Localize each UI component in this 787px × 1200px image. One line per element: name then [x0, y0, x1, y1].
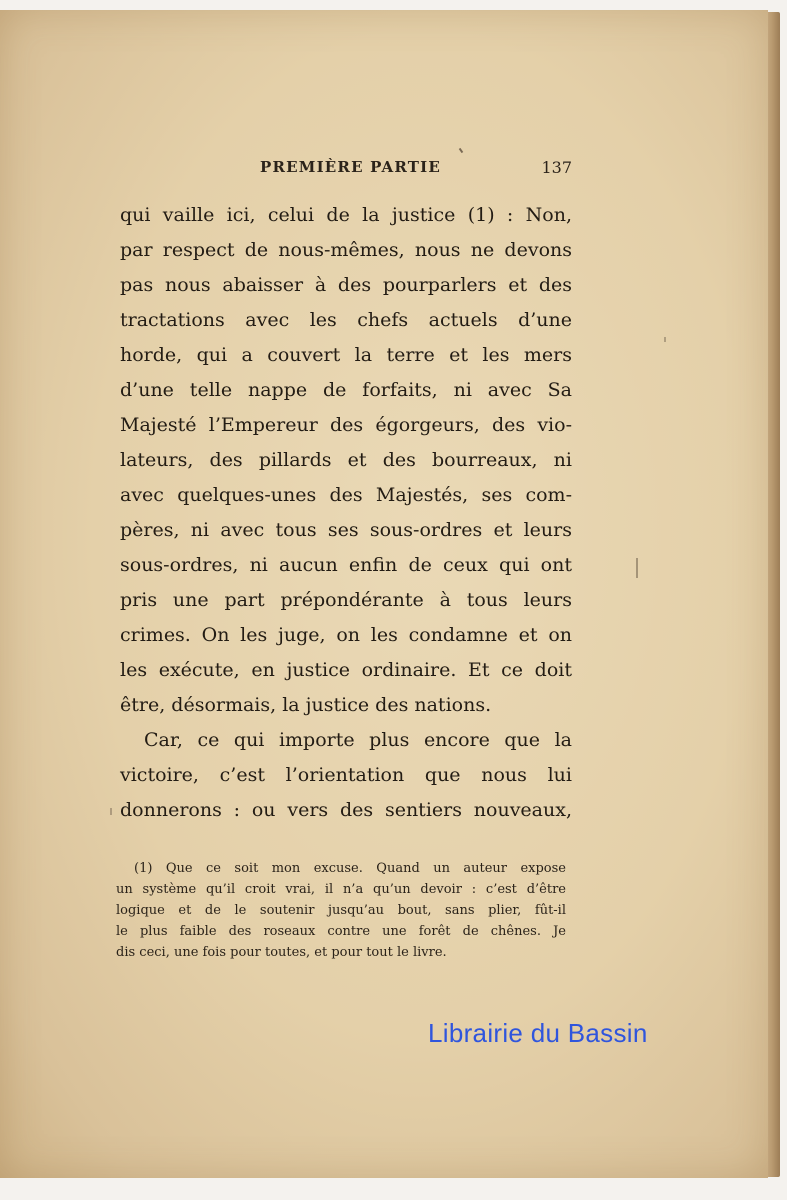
body-line: par respect de nous-mêmes, nous ne devons — [120, 239, 572, 261]
footnote-line: un système qu’il croit vrai, il n’a qu’un devoir : c’est d’être — [116, 882, 566, 897]
footnote-line: logique et de le soutenir jusqu’au bout, sans plier, fût-il — [116, 903, 566, 918]
body-line: avec quelques-unes des Majestés, ses com- — [120, 484, 572, 506]
body-line: les exécute, en justice ordinaire. Et ce doit — [120, 659, 572, 681]
body-line: pères, ni avec tous ses sous-ordres et leurs — [120, 519, 572, 541]
running-title: PREMIÈRE PARTIE — [260, 158, 441, 176]
footnote-line: le plus faible des roseaux contre une forêt de chênes. Je — [116, 924, 566, 939]
body-line: tractations avec les chefs actuels d’une — [120, 309, 572, 331]
body-line: Car, ce qui importe plus encore que la — [144, 729, 572, 751]
body-line: qui vaille ici, celui de la justice (1) : Non, — [120, 204, 572, 226]
page-number: 137 — [541, 158, 572, 177]
body-line: pris une part prépondérante à tous leurs — [120, 589, 572, 611]
footnote-line: (1) Que ce soit mon excuse. Quand un auteur expose — [134, 861, 566, 876]
paper-speck — [636, 558, 638, 578]
body-line: pas nous abaisser à des pourparlers et des — [120, 274, 572, 296]
body-line: donnerons : ou vers des sentiers nouveaux, — [120, 799, 572, 821]
footnote — [116, 858, 566, 963]
body-line: lateurs, des pillards et des bourreaux, ni — [120, 449, 572, 471]
footnote-line: dis ceci, une fois pour toutes, et pour tout le livre. — [116, 945, 447, 960]
body-line: d’une telle nappe de forfaits, ni avec Sa — [120, 379, 572, 401]
body-line: crimes. On les juge, on les condamne et on — [120, 624, 572, 646]
body-line: être, désormais, la justice des nations. — [120, 694, 492, 716]
paper-speck — [110, 808, 112, 815]
body-line: horde, qui a couvert la terre et les mers — [120, 344, 572, 366]
paper-speck — [459, 148, 464, 153]
body-line: sous-ordres, ni aucun enfin de ceux qui ont — [120, 554, 572, 576]
book-page — [0, 10, 768, 1178]
body-line: victoire, c’est l’orientation que nous lui — [120, 764, 572, 786]
body-line: Majesté l’Empereur des égorgeurs, des vio- — [120, 414, 572, 436]
watermark: Librairie du Bassin — [428, 1018, 648, 1048]
body-text — [120, 198, 572, 828]
paper-speck — [664, 337, 666, 342]
